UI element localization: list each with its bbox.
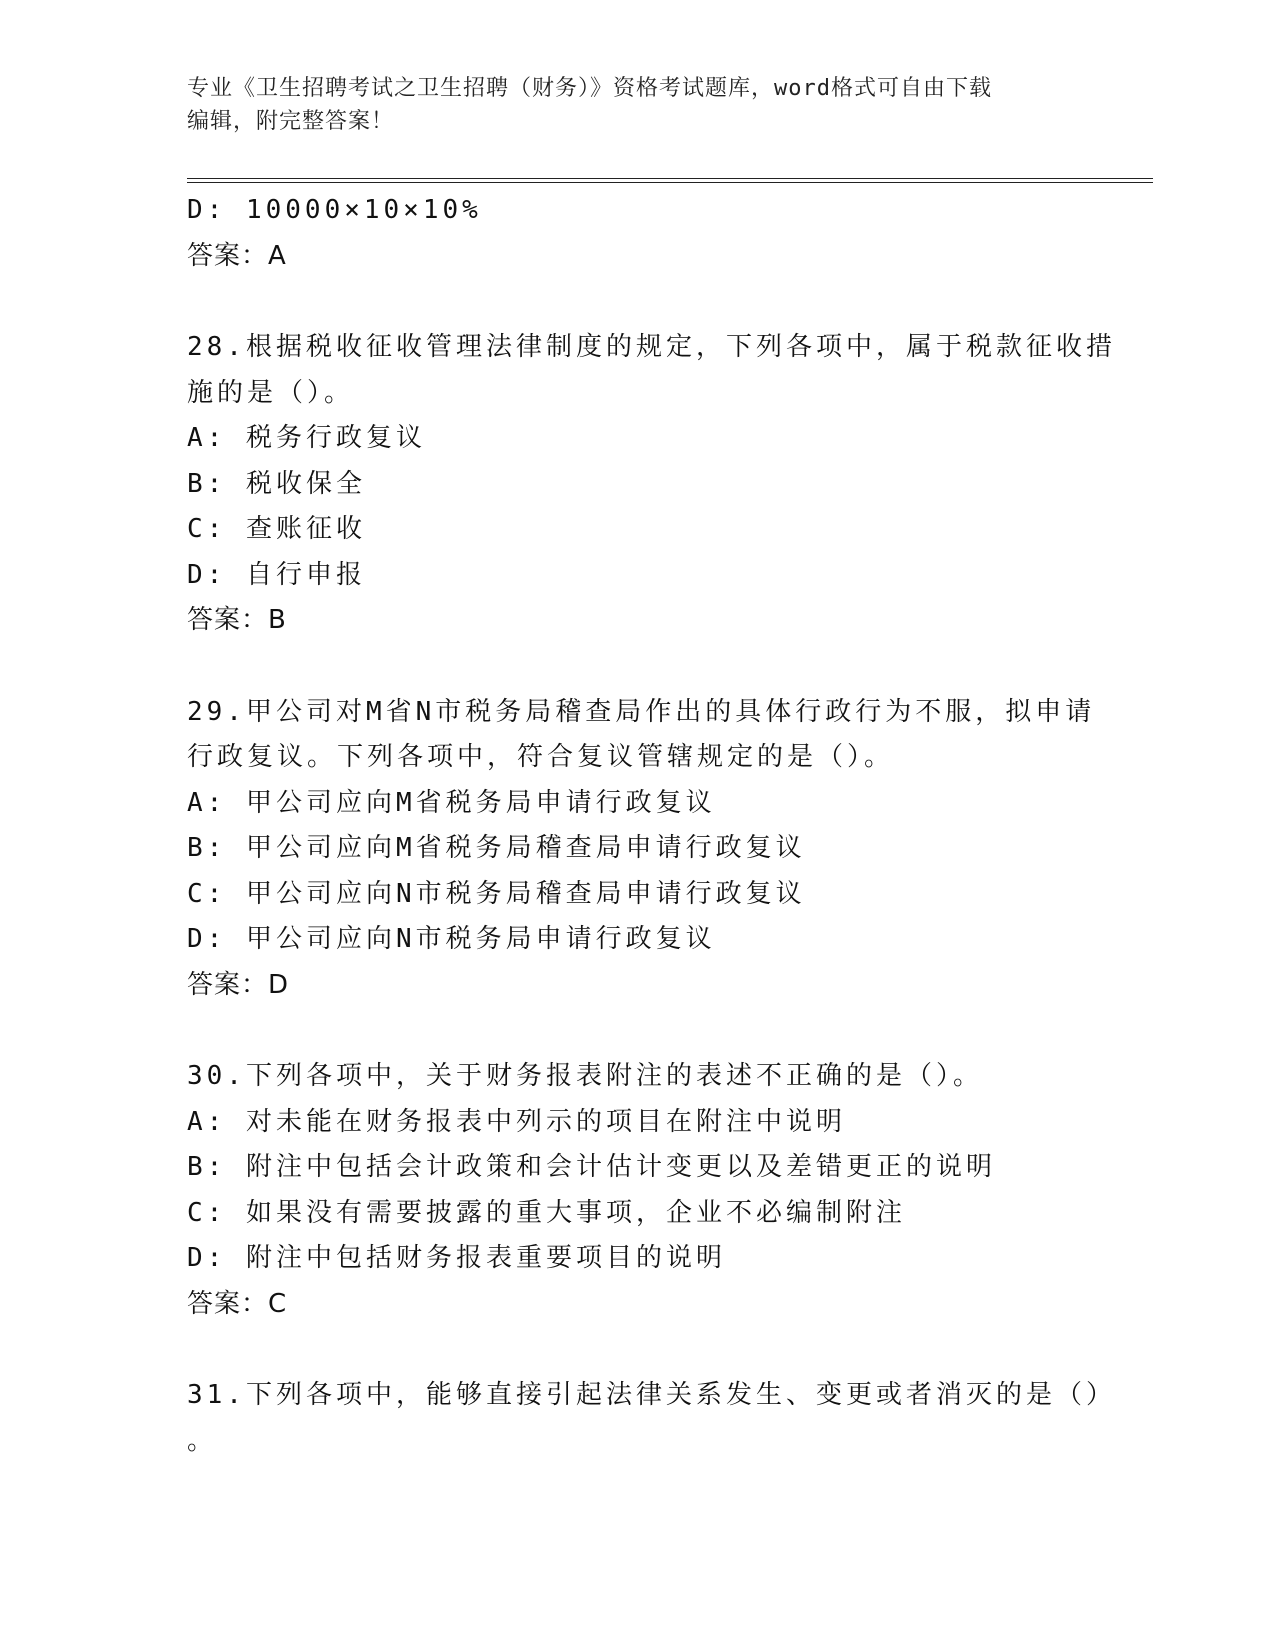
option-b: B: 税收保全	[187, 468, 366, 499]
question-content	[187, 188, 1127, 1464]
answer-line: 答案：C	[187, 1288, 288, 1319]
option-b: B: 附注中包括会计政策和会计估计变更以及差错更正的说明	[187, 1152, 996, 1182]
question-29	[187, 690, 1127, 1009]
spacer	[187, 644, 1127, 690]
option-a: A: 甲公司应向M省税务局申请行政复议	[187, 787, 716, 818]
option-d: D: 附注中包括财务报表重要项目的说明	[187, 1243, 726, 1273]
option-a: A: 对未能在财务报表中列示的项目在附注中说明	[187, 1106, 846, 1137]
header-line-1: 专业《卫生招聘考试之卫生招聘（财务）》资格考试题库，word格式可自由下载	[187, 76, 992, 101]
question-stem-line-1: 30.下列各项中，关于财务报表附注的表述不正确的是（）。	[187, 1061, 983, 1091]
spacer	[187, 1008, 1127, 1054]
question-stem-line-2: 施的是（）。	[187, 377, 355, 408]
question-stem-line-1: 29.甲公司对M省N市税务局稽查局作出的具体行政行为不服，拟申请	[187, 696, 1096, 727]
page-header	[187, 72, 1067, 138]
option-d: D: 10000×10×10%	[187, 195, 482, 225]
option-b: B: 甲公司应向M省税务局稽查局申请行政复议	[187, 833, 806, 863]
question-stem-line-2: 行政复议。下列各项中，符合复议管辖规定的是（）。	[187, 742, 895, 772]
question-31	[187, 1373, 1127, 1464]
question-stem-line-1: 31.下列各项中，能够直接引起法律关系发生、变更或者消灭的是（）	[187, 1380, 1116, 1410]
option-a: A: 税务行政复议	[187, 423, 426, 453]
answer-line: 答案：B	[187, 605, 287, 635]
spacer	[187, 1327, 1127, 1373]
option-d: D: 甲公司应向N市税务局申请行政复议	[187, 924, 716, 954]
header-line-2: 编辑，附完整答案！	[187, 109, 395, 134]
question-30	[187, 1054, 1127, 1327]
option-c: C: 查账征收	[187, 514, 366, 544]
question-28	[187, 325, 1127, 644]
header-divider	[187, 178, 1153, 183]
question-stem-line-1: 28.根据税收征收管理法律制度的规定，下列各项中，属于税款征收措	[187, 332, 1116, 362]
question-stem-line-2: 。	[187, 1425, 218, 1456]
previous-question-tail	[187, 188, 1127, 279]
answer-line: 答案：D	[187, 969, 290, 1000]
option-c: C: 如果没有需要披露的重大事项，企业不必编制附注	[187, 1197, 906, 1228]
option-d: D: 自行申报	[187, 559, 366, 590]
option-c: C: 甲公司应向N市税务局稽查局申请行政复议	[187, 878, 806, 909]
spacer	[187, 279, 1127, 325]
answer-line: 答案：A	[187, 240, 287, 271]
